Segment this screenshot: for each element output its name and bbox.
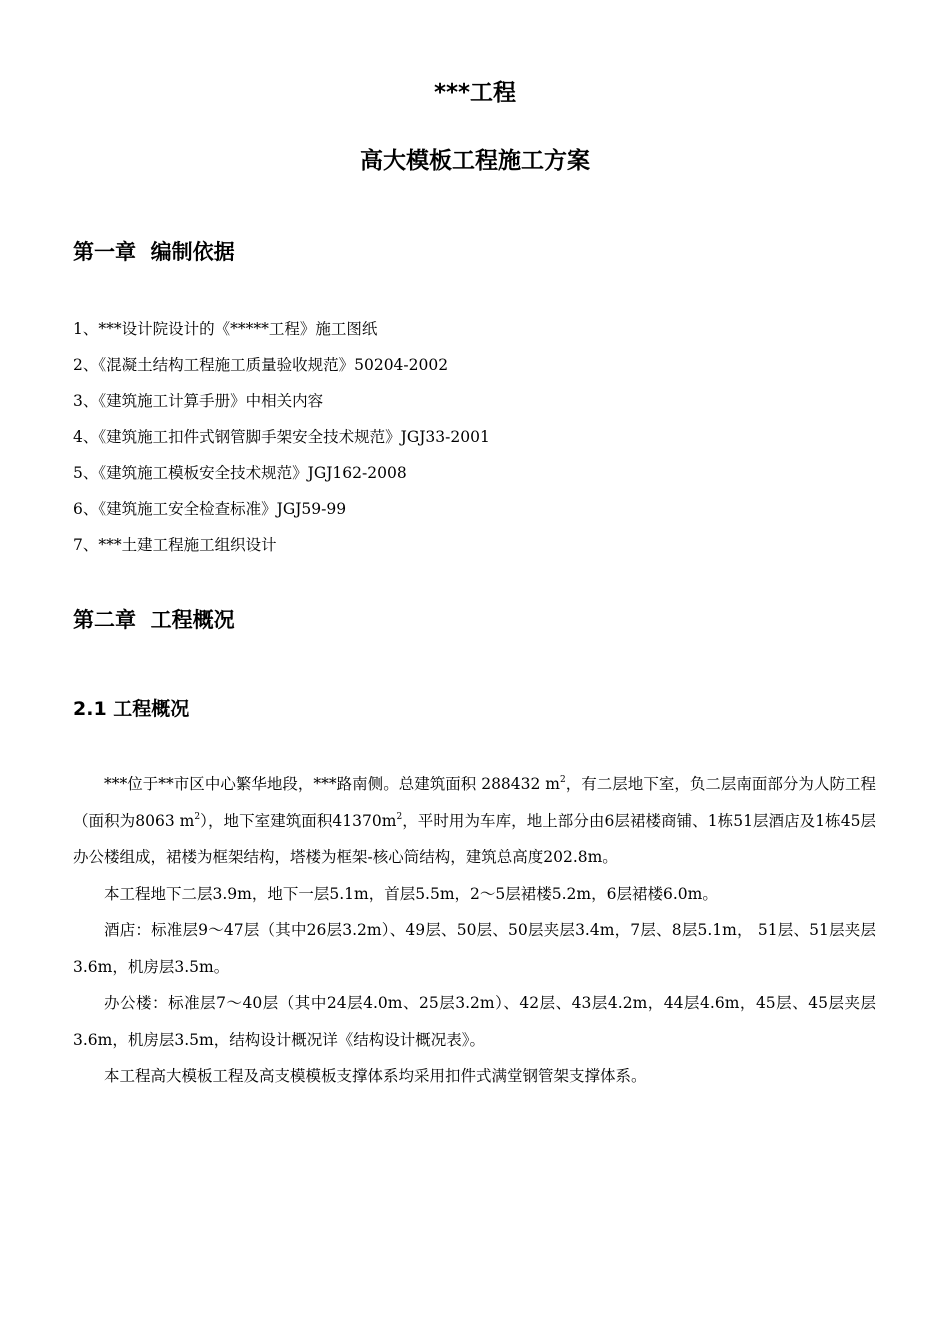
chapter-2-heading: 第二章 工程概况: [73, 608, 235, 632]
overview-paragraph-4: 办公楼：标准层7～40层（其中24层4.0m、25层3.2m）、42层、43层4.2m，44层4.6m，45层、45层夹层3.6m，机房层3.5m，结构设计概况详《结构设计概况表》。: [73, 994, 876, 1049]
superscript: 2: [194, 811, 201, 822]
text-run: ，平时用为车库，地上部分由6层裙楼商铺、1栋51层酒店及1栋45层办公楼组成，裙楼为框架结构，塔楼为框架-核心筒结构，建筑总高度202.8m。: [73, 811, 876, 866]
superscript: 2: [396, 811, 403, 822]
basis-item: 3、《建筑施工计算手册》中相关内容: [73, 392, 324, 410]
overview-body: [73, 766, 876, 1095]
basis-item: 6、《建筑施工安全检查标准》JGJ59-99: [73, 500, 347, 518]
project-title: ***工程: [433, 80, 517, 106]
overview-paragraph-3: 酒店：标准层9～47层（其中26层3.2m）、49层、50层、50层夹层3.4m，7层、8层5.1m， 51层、51层夹层3.6m，机房层3.5m。: [73, 921, 876, 976]
basis-item: 1、***设计院设计的《*****工程》施工图纸: [73, 320, 378, 338]
overview-paragraph-5: 本工程高大模板工程及高支模模板支撑体系均采用扣件式满堂钢管架支撑体系。: [104, 1067, 647, 1085]
basis-item: 2、《混凝土结构工程施工质量验收规范》50204-2002: [73, 356, 449, 374]
superscript: 2: [560, 775, 566, 785]
basis-item: 5、《建筑施工模板安全技术规范》JGJ162-2008: [73, 464, 407, 482]
text-run: ），地下室建筑面积41370m: [200, 811, 397, 830]
overview-paragraph-1: [73, 766, 876, 876]
text-run: ，有二层地下室，负二层南面部分为人防工程（面积为8063 m: [73, 775, 876, 830]
basis-item: 4、《建筑施工扣件式钢管脚手架安全技术规范》JGJ33-2001: [73, 428, 490, 446]
chapter-1-heading: 第一章 编制依据: [73, 240, 235, 264]
overview-paragraph-2: 本工程地下二层3.9m，地下一层5.1m，首层5.5m，2～5层裙楼5.2m，6层裙楼6.0m。: [104, 884, 718, 903]
section-2-1-heading: 2.1 工程概况: [73, 698, 190, 720]
basis-item: 7、***土建工程施工组织设计: [73, 536, 277, 554]
plan-title: 高大模板工程施工方案: [360, 148, 590, 174]
text-run: ***位于**市区中心繁华地段，***路南侧。总建筑面积 288432 m: [104, 775, 561, 793]
basis-list: [73, 316, 490, 568]
